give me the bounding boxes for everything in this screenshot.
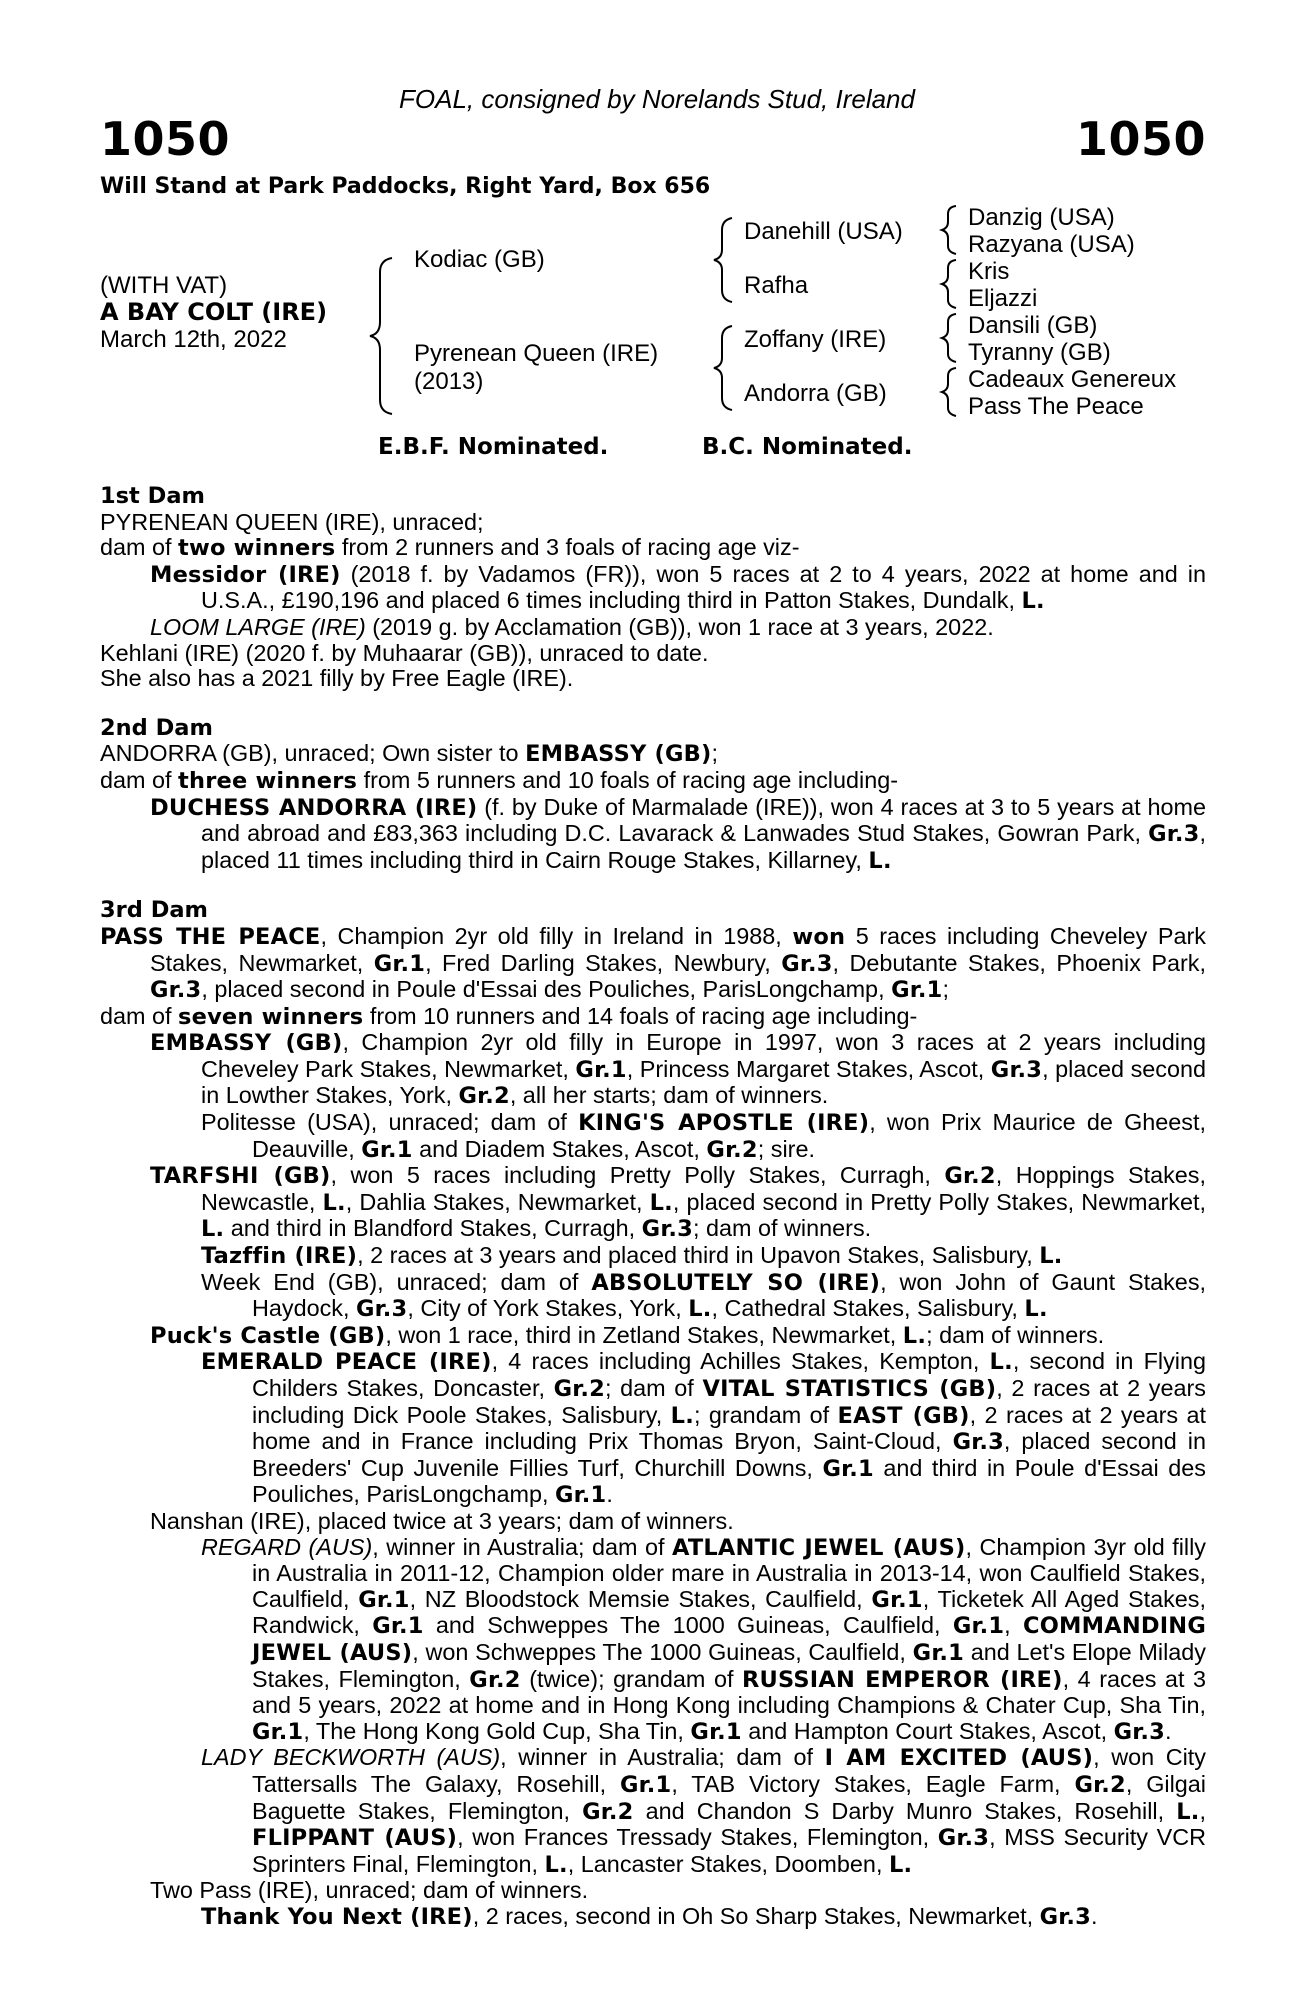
dam: Pyrenean Queen (IRE) <box>414 340 659 367</box>
progeny-embassy: EMBASSY (GB), Champion 2yr old filly in Europe in 1997, won 3 races at 2 years including Cheveley Park Stakes, Newmarket, Gr.1, Princess Margaret Stakes, Ascot, Gr.3, placed second in Lowther Stakes, York, Gr.2, all her starts; dam of winners. <box>150 1029 1206 1110</box>
progeny-lady-beckworth: LADY BECKWORTH (AUS), winner in Australia; dam of I AM EXCITED (AUS), won City Tattersalls The Galaxy, Rosehill, Gr.1, TAB Victory Stakes, Eagle Farm, Gr.2, Gilgai Baguette Stakes, Flemington, Gr.2 and Chandon S Darby Munro Stakes, Rosehill, L., FLIPPANT (AUS), won Frances Tressady Stakes, Flemington, Gr.3, MSS Security VCR Sprinters Final, Flemington, L., Lancaster Stakes, Doomben, L. <box>201 1744 1207 1878</box>
lot-number-right: 1050 <box>1075 112 1206 166</box>
grandsire-3: Kris <box>968 258 1010 285</box>
progeny-tarfshi: TARFSHI (GB), won 5 races including Pretty Polly Stakes, Curragh, Gr.2, Hoppings Stakes, Newcastle, L., Dahlia Stakes, Newmarket, L., placed second in Pretty Polly Stakes, Newmarket, L. and third in Blandford Stakes, Curragh, Gr.3; dam of winners. <box>150 1162 1206 1243</box>
sire-sire: Danehill (USA) <box>744 218 903 245</box>
granddam-8: Pass The Peace <box>968 393 1144 420</box>
lot-number-left: 1050 <box>100 112 231 166</box>
grandsire-7: Cadeaux Genereux <box>968 366 1177 393</box>
progeny-kehlani: Kehlani (IRE) (2020 f. by Muhaarar (GB)), unraced to date. <box>100 639 709 666</box>
progeny-two-pass: Two Pass (IRE), unraced; dam of winners. <box>150 1877 589 1904</box>
sire: Kodiac (GB) <box>414 246 545 273</box>
progeny-politesse: Politesse (USA), unraced; dam of KING'S APOSTLE (IRE), won Prix Maurice de Gheest, Deauville, Gr.1 and Diadem Stakes, Ascot, Gr.2; sire. <box>201 1109 1206 1163</box>
third-dam-text: PASS THE PEACE, Champion 2yr old filly in Ireland in 1988, won 5 races including Cheveley Park Stakes, Newmarket, Gr.1, Fred Darling Stakes, Newbury, Gr.3, Debutante Stakes, Phoenix Park, Gr.3, placed second in Poule d'Essai des Pouliches, ParisLongchamp, Gr.1; <box>100 922 1206 1004</box>
ebf-nomination: E.B.F. Nominated. <box>378 434 609 460</box>
consignor-line: FOAL, consigned by Norelands Stud, Ireland <box>399 84 915 114</box>
progeny-2021: She also has a 2021 filly by Free Eagle (IRE). <box>100 665 574 692</box>
foaling-date: March 12th, 2022 <box>100 326 287 353</box>
stand-location: Will Stand at Park Paddocks, Right Yard, Box 656 <box>100 174 711 199</box>
grandsire-1: Danzig (USA) <box>968 204 1115 231</box>
progeny-emerald-peace: EMERALD PEACE (IRE), 4 races including Achilles Stakes, Kempton, L., second in Flying Childers Stakes, Doncaster, Gr.2; dam of VITAL STATISTICS (GB), 2 races at 2 years including Dick Poole Stakes, Salisbury, L.; grandam of EAST (GB), 2 races at 2 years at home and in France including Prix Thomas Bryon, Saint-Cloud, Gr.3, placed second in Breeders' Cup Juvenile Fillies Turf, Churchill Downs, Gr.1 and third in Poule d'Essai des Pouliches, ParisLongchamp, Gr.1. <box>201 1348 1207 1509</box>
dam-year: (2013) <box>414 368 484 395</box>
progeny-messidor: Messidor (IRE) (2018 f. by Vadamos (FR)), won 5 races at 2 to 4 years, 2022 at home and in U.S.A., £190,196 and placed 6 times including third in Patton Stakes, Dundalk, L. <box>150 560 1206 615</box>
progeny-nanshan: Nanshan (IRE), placed twice at 3 years; dam of winners. <box>150 1507 734 1534</box>
first-dam-produce: dam of two winners from 2 runners and 3 foals of racing age viz- <box>100 534 800 562</box>
lot-subject: A BAY COLT (IRE) <box>100 298 328 326</box>
granddam-6: Tyranny (GB) <box>968 339 1111 366</box>
grandsire-5: Dansili (GB) <box>968 312 1098 339</box>
progeny-loom-large: LOOM LARGE (IRE) (2019 g. by Acclamation (GB)), won 1 race at 3 years, 2022. <box>150 613 994 640</box>
progeny-regard: REGARD (AUS), winner in Australia; dam of ATLANTIC JEWEL (AUS), Champion 3yr old filly in Australia in 2011-12, Champion older mare in Australia in 2013-14, won Caulfield Stakes, Caulfield, Gr.1, NZ Bloodstock Memsie Stakes, Caulfield, Gr.1, Ticketek All Aged Stakes, Randwick, Gr.1 and Schweppes The 1000 Guineas, Caulfield, Gr.1, COMMANDING JEWEL (AUS), won Schweppes The 1000 Guineas, Caulfield, Gr.1 and Let's Elope Milady Stakes, Flemington, Gr.2 (twice); grandam of RUSSIAN EMPEROR (IRE), 4 races at 3 and 5 years, 2022 at home and in Hong Kong including Champions & Chater Cup, Sha Tin, Gr.1, The Hong Kong Gold Cup, Sha Tin, Gr.1 and Hampton Court Stakes, Ascot, Gr.3. <box>201 1533 1207 1745</box>
bc-nomination: B.C. Nominated. <box>702 434 913 460</box>
first-dam-text: PYRENEAN QUEEN (IRE), unraced; <box>100 508 484 535</box>
progeny-pucks-castle: Puck's Castle (GB), won 1 race, third in Zetland Stakes, Newmarket, L.; dam of winners. <box>150 1321 1105 1349</box>
progeny-duchess-andorra: DUCHESS ANDORRA (IRE) (f. by Duke of Marmalade (IRE)), won 4 races at 3 to 5 years at home and abroad and £83,363 including D.C. Lavarack & Lanwades Stud Stakes, Gowran Park, Gr.3, placed 11 times including third in Cairn Rouge Stakes, Killarney, L. <box>150 793 1207 874</box>
catalogue-body <box>100 484 1206 1930</box>
vat-note: (WITH VAT) <box>100 272 228 299</box>
dam-sire: Zoffany (IRE) <box>744 326 887 353</box>
second-dam-text: ANDORRA (GB), unraced; Own sister to EMBASSY (GB); <box>100 740 718 768</box>
first-dam-heading: 1st Dam <box>100 483 205 509</box>
third-dam-heading: 3rd Dam <box>100 897 208 924</box>
third-dam-produce: dam of seven winners from 10 runners and 14 foals of racing age including- <box>100 1002 918 1030</box>
granddam-4: Eljazzi <box>968 285 1038 312</box>
granddam-2: Razyana (USA) <box>968 231 1135 258</box>
progeny-week-end: Week End (GB), unraced; dam of ABSOLUTELY SO (IRE), won John of Gaunt Stakes, Haydock, Gr.3, City of York Stakes, York, L., Cathedral Stakes, Salisbury, L. <box>201 1268 1207 1323</box>
progeny-thank-you-next: Thank You Next (IRE), 2 races, second in Oh So Sharp Stakes, Newmarket, Gr.3. <box>201 1902 1098 1930</box>
progeny-tazffin: Tazffin (IRE), 2 races at 3 years and placed third in Upavon Stakes, Salisbury, L. <box>201 1242 1063 1270</box>
second-dam-heading: 2nd Dam <box>100 714 213 741</box>
dam-dam: Andorra (GB) <box>744 380 887 407</box>
sire-dam: Rafha <box>744 272 809 299</box>
second-dam-produce: dam of three winners from 5 runners and 10 foals of racing age including- <box>100 766 899 794</box>
